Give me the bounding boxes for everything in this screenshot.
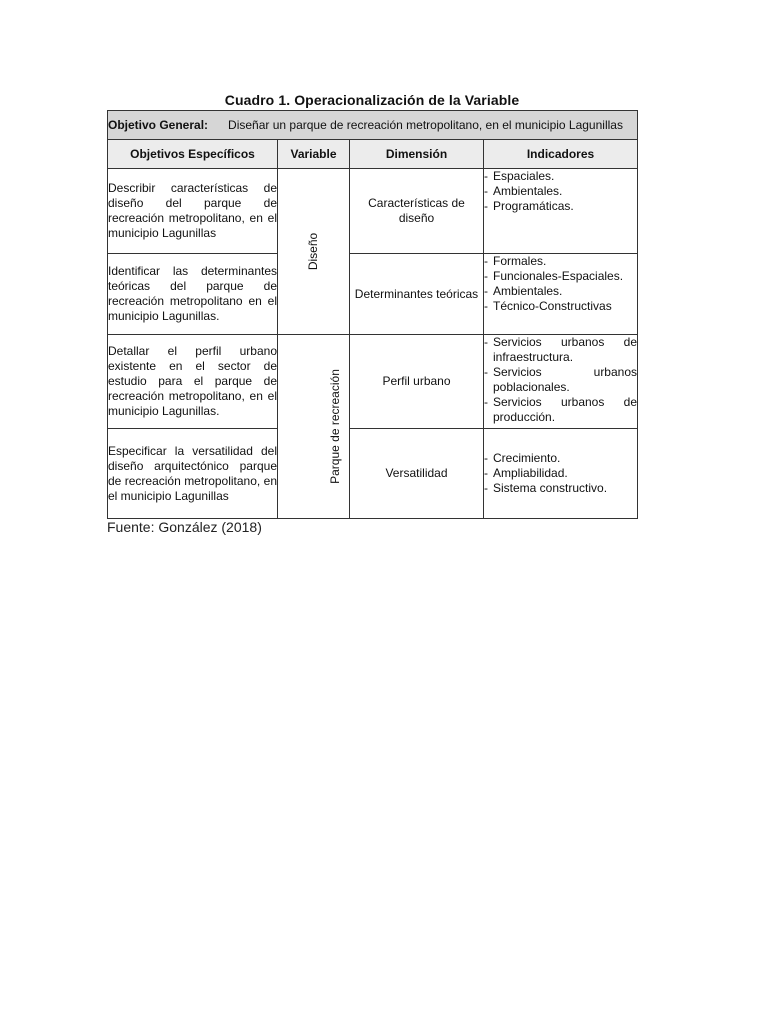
indicator-item: - Crecimiento. — [484, 451, 637, 466]
general-objective-cell — [108, 111, 638, 140]
indicator-item: - Ambientales. — [484, 184, 637, 199]
objective-cell — [108, 254, 278, 335]
indicator-item: - Ambientales. — [484, 284, 637, 299]
table-row — [108, 169, 638, 254]
header-row — [108, 140, 638, 169]
dimension-cell: Características de diseño — [350, 169, 484, 254]
indicators-cell — [484, 254, 638, 335]
dimension-cell: Determinantes teóricas — [350, 254, 484, 335]
objective-text: Identificar las determinantes teóricas del parque de recreación metropolitano en el municipio Lagunillas. — [108, 264, 277, 323]
indicator-list — [484, 254, 637, 314]
indicator-item: - Funcionales-Espaciales. — [484, 269, 637, 284]
objective-cell — [108, 429, 278, 519]
header-variable: Variable — [278, 140, 350, 169]
general-objective-label: Objetivo General: — [108, 117, 209, 132]
indicator-list — [484, 169, 637, 214]
indicator-list — [484, 335, 637, 425]
table-row — [108, 335, 638, 429]
objective-cell — [108, 169, 278, 254]
indicator-item: - Servicios urbanos poblacionales. — [484, 365, 637, 395]
indicator-item: - Formales. — [484, 254, 637, 269]
dimension-cell: Perfil urbano — [350, 335, 484, 429]
variable-cell-parque — [278, 335, 350, 519]
general-objective-text: Diseñar un parque de recreación metropolitano, en el municipio Lagunillas — [228, 117, 623, 132]
indicator-item: - Sistema constructivo. — [484, 481, 637, 496]
indicator-item: - Espaciales. — [484, 169, 637, 184]
variable-cell-diseno — [278, 169, 350, 335]
indicator-item: - Ampliabilidad. — [484, 466, 637, 481]
source-note: Fuente: González (2018) — [107, 519, 262, 535]
table-title: Cuadro 1. Operacionalización de la Variable — [224, 92, 520, 108]
indicator-item: - Servicios urbanos de producción. — [484, 395, 637, 425]
indicators-cell — [484, 429, 638, 519]
indicators-cell — [484, 335, 638, 429]
header-dimension: Dimensión — [350, 140, 484, 169]
table-row — [108, 254, 638, 335]
variable-label: Diseño — [305, 232, 320, 271]
variable-label: Parque de recreación — [327, 369, 342, 484]
dimension-cell: Versatilidad — [350, 429, 484, 519]
indicator-item: - Programáticas. — [484, 199, 637, 214]
operationalization-table — [107, 110, 638, 519]
objective-text: Especificar la versatilidad del diseño arquitectónico parque de recreación metropolitano, en el municipio Lagunillas — [108, 443, 277, 503]
indicator-item: - Servicios urbanos de infraestructura. — [484, 335, 637, 365]
indicator-item: - Técnico-Constructivas — [484, 299, 637, 314]
objective-text: Describir características de diseño del parque de recreación metropolitano, en el municipio Lagunillas — [108, 181, 277, 240]
objective-text: Detallar el perfil urbano existente en el sector de estudio para el parque de recreación metropolitano, en el municipio Lagunillas. — [108, 344, 277, 418]
table-row — [108, 429, 638, 519]
header-indicators: Indicadores — [484, 140, 638, 169]
indicator-list — [484, 451, 637, 496]
objective-cell — [108, 335, 278, 429]
general-objective-row — [108, 111, 638, 140]
indicators-cell — [484, 169, 638, 254]
header-objectives: Objetivos Específicos — [108, 140, 278, 169]
